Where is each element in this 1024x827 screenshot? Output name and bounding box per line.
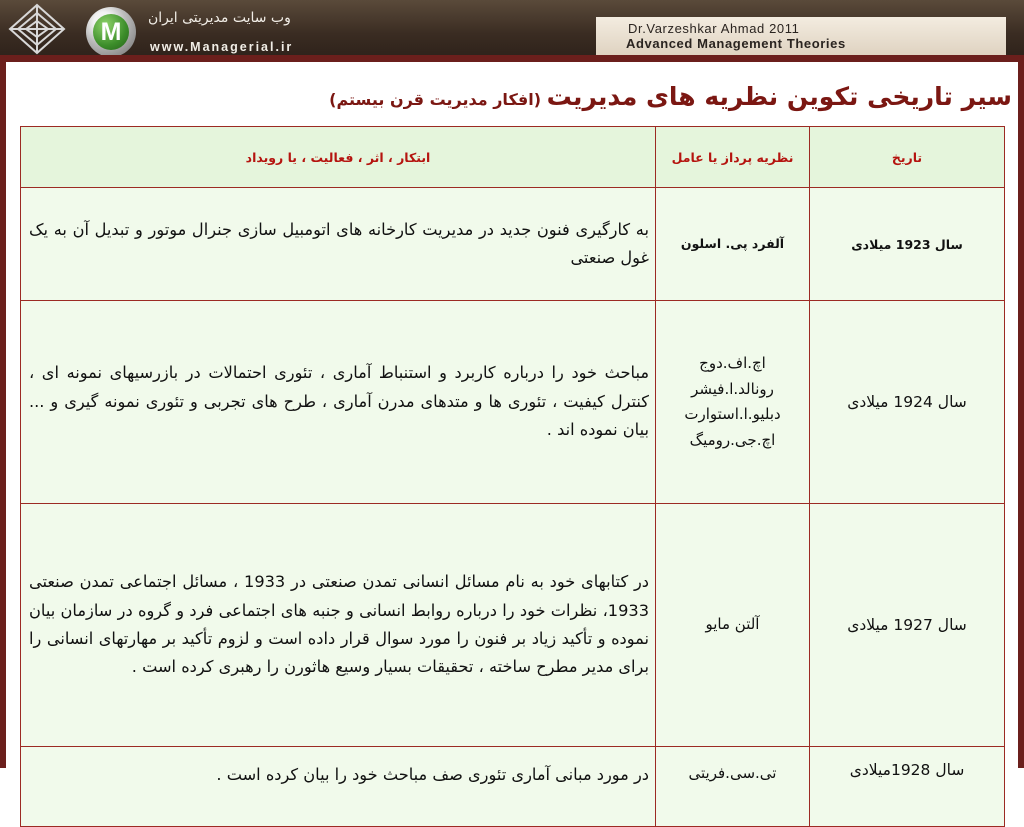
table-row (21, 504, 1005, 747)
iran-emblem-icon (2, 2, 72, 56)
frame-right (1018, 62, 1024, 768)
table-row (21, 188, 1005, 301)
row-event: در مورد مبانی آماری تئوری صف مباحث خود را بیان کرده است . (21, 747, 656, 827)
row-event: مباحث خود را درباره کاربرد و استنباط آماری ، تئوری احتمالات در بازرسیهای نمونه ای ، کنترل کیفیت ، تئوری ها و متدهای مدرن آماری ، طرح های تجربی و تئوری نمونه گیری و ... بیان نموده اند . (21, 301, 656, 504)
slide-title-main: سیر تاریخی تکوین نظریه های مدیریت (546, 82, 1012, 111)
table-header-row (21, 127, 1005, 188)
course-title: Advanced Management Theories (626, 36, 846, 51)
table-row (21, 747, 1005, 827)
row-date: سال 1923 میلادی (810, 188, 1005, 301)
managerial-logo-icon (86, 7, 136, 57)
site-url: www.Managerial.ir (150, 40, 294, 54)
history-table (20, 126, 1005, 827)
row-author: تی.سی.فریتی (656, 747, 810, 827)
row-event: به کارگیری فنون جدید در مدیریت کارخانه های اتومبیل سازی جنرال موتور و تبدیل آن به یک غول صنعتی (21, 188, 656, 301)
logo-letter: M (93, 14, 129, 50)
author-name: Dr.Varzeshkar Ahmad 2011 (628, 21, 800, 36)
row-date: سال 1927 میلادی (810, 504, 1005, 747)
row-author: آلفرد پی. اسلون (656, 188, 810, 301)
header-band (0, 0, 1024, 62)
site-name-fa: وب سایت مدیریتی ایران (148, 10, 291, 26)
slide-title-sub: (افکار مدیریت قرن بیستم) (329, 90, 542, 109)
row-author: اچ.اف.دوج رونالد.ا.فیشر دبلیو.ا.استوارت اچ.جی.رومیگ (656, 301, 810, 504)
header-author: نظریه پرداز یا عامل (656, 127, 810, 188)
row-date: سال 1928میلادی (810, 747, 1005, 827)
row-author: آلتن مایو (656, 504, 810, 747)
header-divider (0, 55, 1024, 62)
table-row (21, 301, 1005, 504)
row-date: سال 1924 میلادی (810, 301, 1005, 504)
slide-title (20, 82, 1012, 111)
row-event: در کتابهای خود به نام مسائل انسانی تمدن صنعتی در 1933 ، مسائل اجتماعی تمدن صنعتی 1933، نظرات خود را درباره روابط انسانی و جنبه های اجتماعی فرد و گروه در سازمان بیان نموده و تأکید زیاد بر فنون را مورد سوال قرار داده است و لزوم تأکید بر مهارتهای انسانی را برای مدیر مطرح ساخته ، تحقیقات بسیار وسیع هاثورن را رهبری کرده است . (21, 504, 656, 747)
header-date: تاریخ (810, 127, 1005, 188)
frame-left (0, 62, 6, 768)
header-event: ابتکار ، اثر ، فعالیت ، یا رویداد (21, 127, 656, 188)
